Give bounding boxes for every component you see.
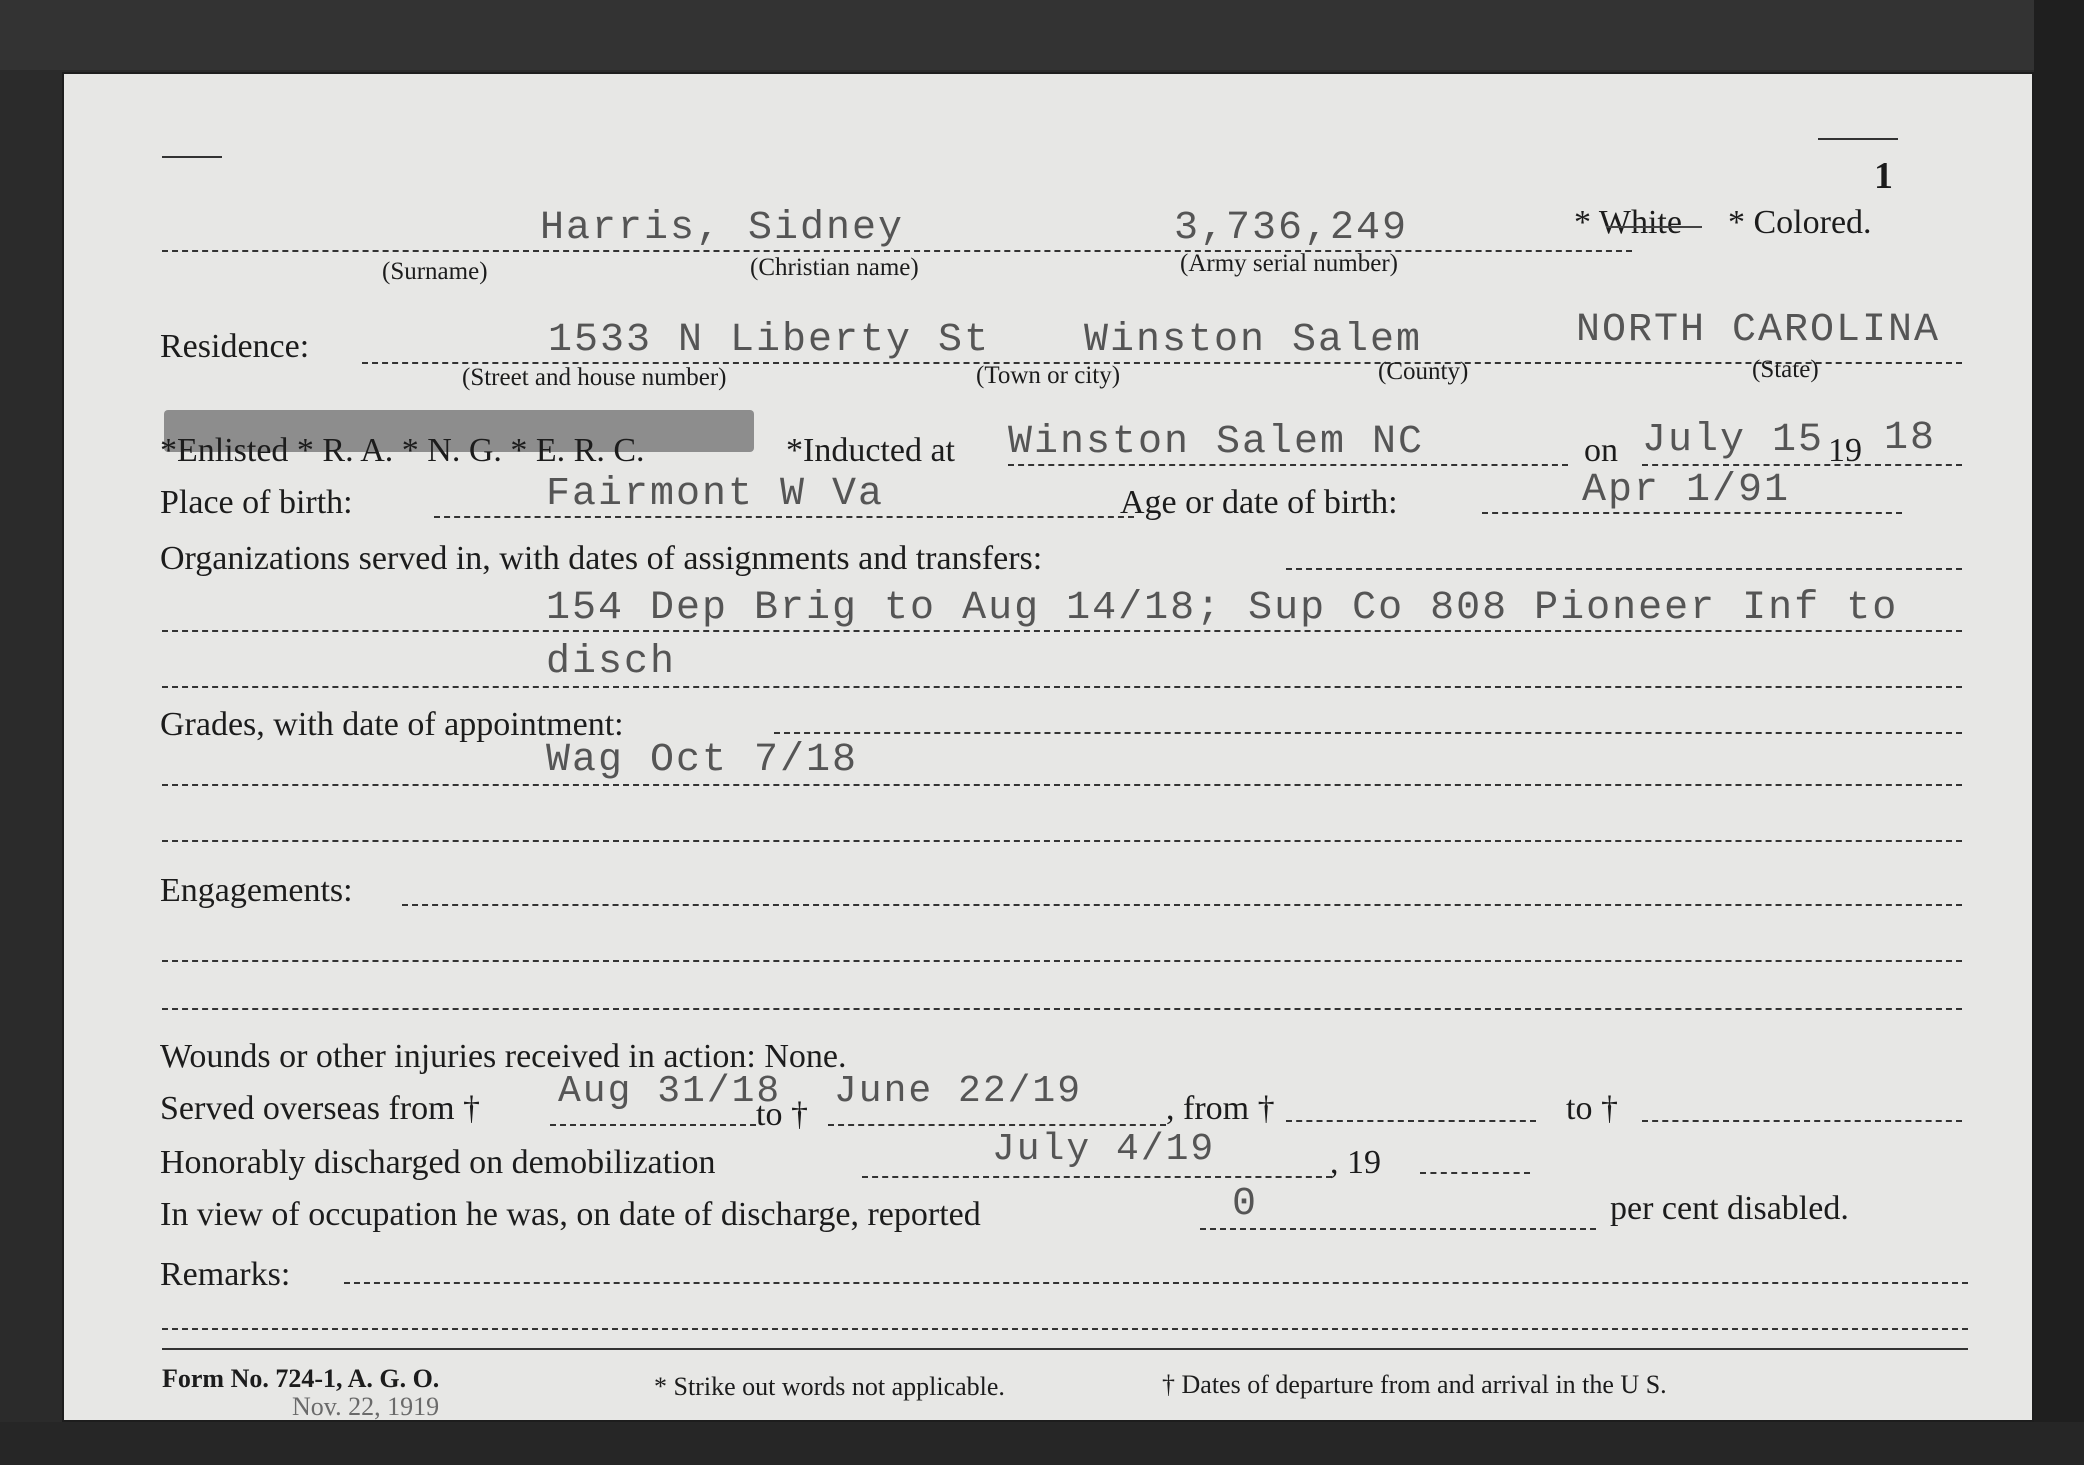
surname-christian-name: Harris, Sidney [540, 206, 905, 251]
remarks-label: Remarks: [160, 1256, 291, 1293]
race-colored-option: * Colored. [1728, 204, 1872, 241]
overseas-to-line [828, 1124, 1166, 1126]
discharge-year-line [1420, 1172, 1530, 1174]
county-caption: (County) [1378, 358, 1469, 385]
disability-value: 0 [1232, 1182, 1259, 1227]
remarks-line-2 [162, 1328, 1968, 1330]
date-of-birth: Apr 1/91 [1582, 468, 1791, 513]
form-number: Form No. 724-1, A. G. O. [162, 1364, 440, 1393]
grades-line-2 [162, 840, 1962, 842]
organizations-label-line [1286, 568, 1962, 570]
disability-label: In view of occupation he was, on date of discharge, reported [160, 1196, 981, 1233]
discharge-date-line [862, 1176, 1332, 1178]
top-left-rule [162, 156, 222, 158]
overseas-from-date: Aug 31/18 [558, 1070, 782, 1113]
disability-suffix: per cent disabled. [1610, 1190, 1849, 1227]
overseas-to-label-2: to † [1566, 1090, 1618, 1127]
inducted-date: July 15 [1642, 418, 1825, 463]
remarks-line-1 [344, 1282, 1968, 1284]
overseas-from-line-2 [1286, 1120, 1536, 1122]
residence-label: Residence: [160, 328, 310, 365]
inducted-year: 18 [1884, 416, 1937, 461]
year-prefix: 19 [1828, 432, 1862, 469]
served-overseas-label: Served overseas from † [160, 1090, 481, 1127]
grades-value: Wag Oct 7/18 [546, 738, 859, 783]
army-serial-number: 3,736,249 [1174, 206, 1409, 251]
grades-label: Grades, with date of appointment: [160, 706, 624, 743]
white-strike-mark [1606, 226, 1702, 228]
engagements-line-1 [402, 904, 1962, 906]
organizations-line-2 [162, 686, 1962, 688]
form-date: Nov. 22, 1919 [292, 1392, 440, 1421]
overseas-to-line-2 [1642, 1120, 1962, 1122]
surname-caption: (Surname) [382, 258, 488, 285]
footnote-dates: † Dates of departure from and arrival in the U S. [1162, 1370, 1667, 1399]
state-caption: (State) [1752, 356, 1819, 383]
scan-background [0, 0, 2084, 70]
residence-state: NORTH CAROLINA [1576, 308, 1941, 353]
army-serial-caption: (Army serial number) [1180, 250, 1398, 277]
card-number: 1 [1874, 155, 1893, 197]
discharged-label: Honorably discharged on demobilization [160, 1144, 716, 1181]
overseas-from-line [550, 1124, 756, 1126]
street-caption: (Street and house number) [462, 364, 727, 391]
grades-label-line [774, 732, 1962, 734]
inducted-label: *Inducted at [786, 432, 955, 469]
organizations-entry-2: disch [546, 640, 677, 685]
age-label: Age or date of birth: [1120, 484, 1398, 521]
christian-name-caption: (Christian name) [750, 254, 919, 281]
footer-rule [162, 1348, 1968, 1350]
scan-background-right [2034, 0, 2084, 1465]
footnote-strike-out: * Strike out words not applicable. [654, 1372, 1005, 1401]
disability-line [1200, 1228, 1596, 1230]
engagements-label: Engagements: [160, 872, 353, 909]
organizations-entry-1: 154 Dep Brig to Aug 14/18; Sup Co 808 Pioneer Inf to [546, 586, 1899, 631]
place-of-birth: Fairmont W Va [546, 472, 885, 517]
overseas-to-label: to † [756, 1096, 808, 1133]
place-of-birth-label: Place of birth: [160, 484, 353, 521]
residence-town: Winston Salem [1084, 318, 1423, 363]
engagements-line-2 [162, 960, 1962, 962]
discharge-date: July 4/19 [992, 1128, 1216, 1171]
town-caption: (Town or city) [976, 362, 1121, 389]
race-white-option: * White [1574, 204, 1682, 241]
overseas-from-label-2: , from † [1166, 1090, 1275, 1127]
organizations-label: Organizations served in, with dates of assignments and transfers: [160, 540, 1043, 577]
inducted-place: Winston Salem NC [1008, 420, 1425, 465]
wounds-label: Wounds or other injuries received in action: None. [160, 1038, 847, 1075]
discharge-year-suffix: , 19 [1330, 1144, 1381, 1181]
scan-background-bottom [0, 1422, 2084, 1465]
on-label: on [1584, 432, 1618, 469]
service-record-card [62, 72, 2034, 1422]
engagements-line-3 [162, 1008, 1962, 1010]
residence-street: 1533 N Liberty St [548, 318, 991, 363]
overseas-to-date: June 22/19 [834, 1070, 1083, 1113]
grades-line-1 [162, 784, 1962, 786]
top-right-rule [1818, 138, 1898, 140]
enlistment-options: *Enlisted * R. A. * N. G. * E. R. C. [160, 432, 645, 469]
inducted-date-line [1642, 464, 1962, 466]
